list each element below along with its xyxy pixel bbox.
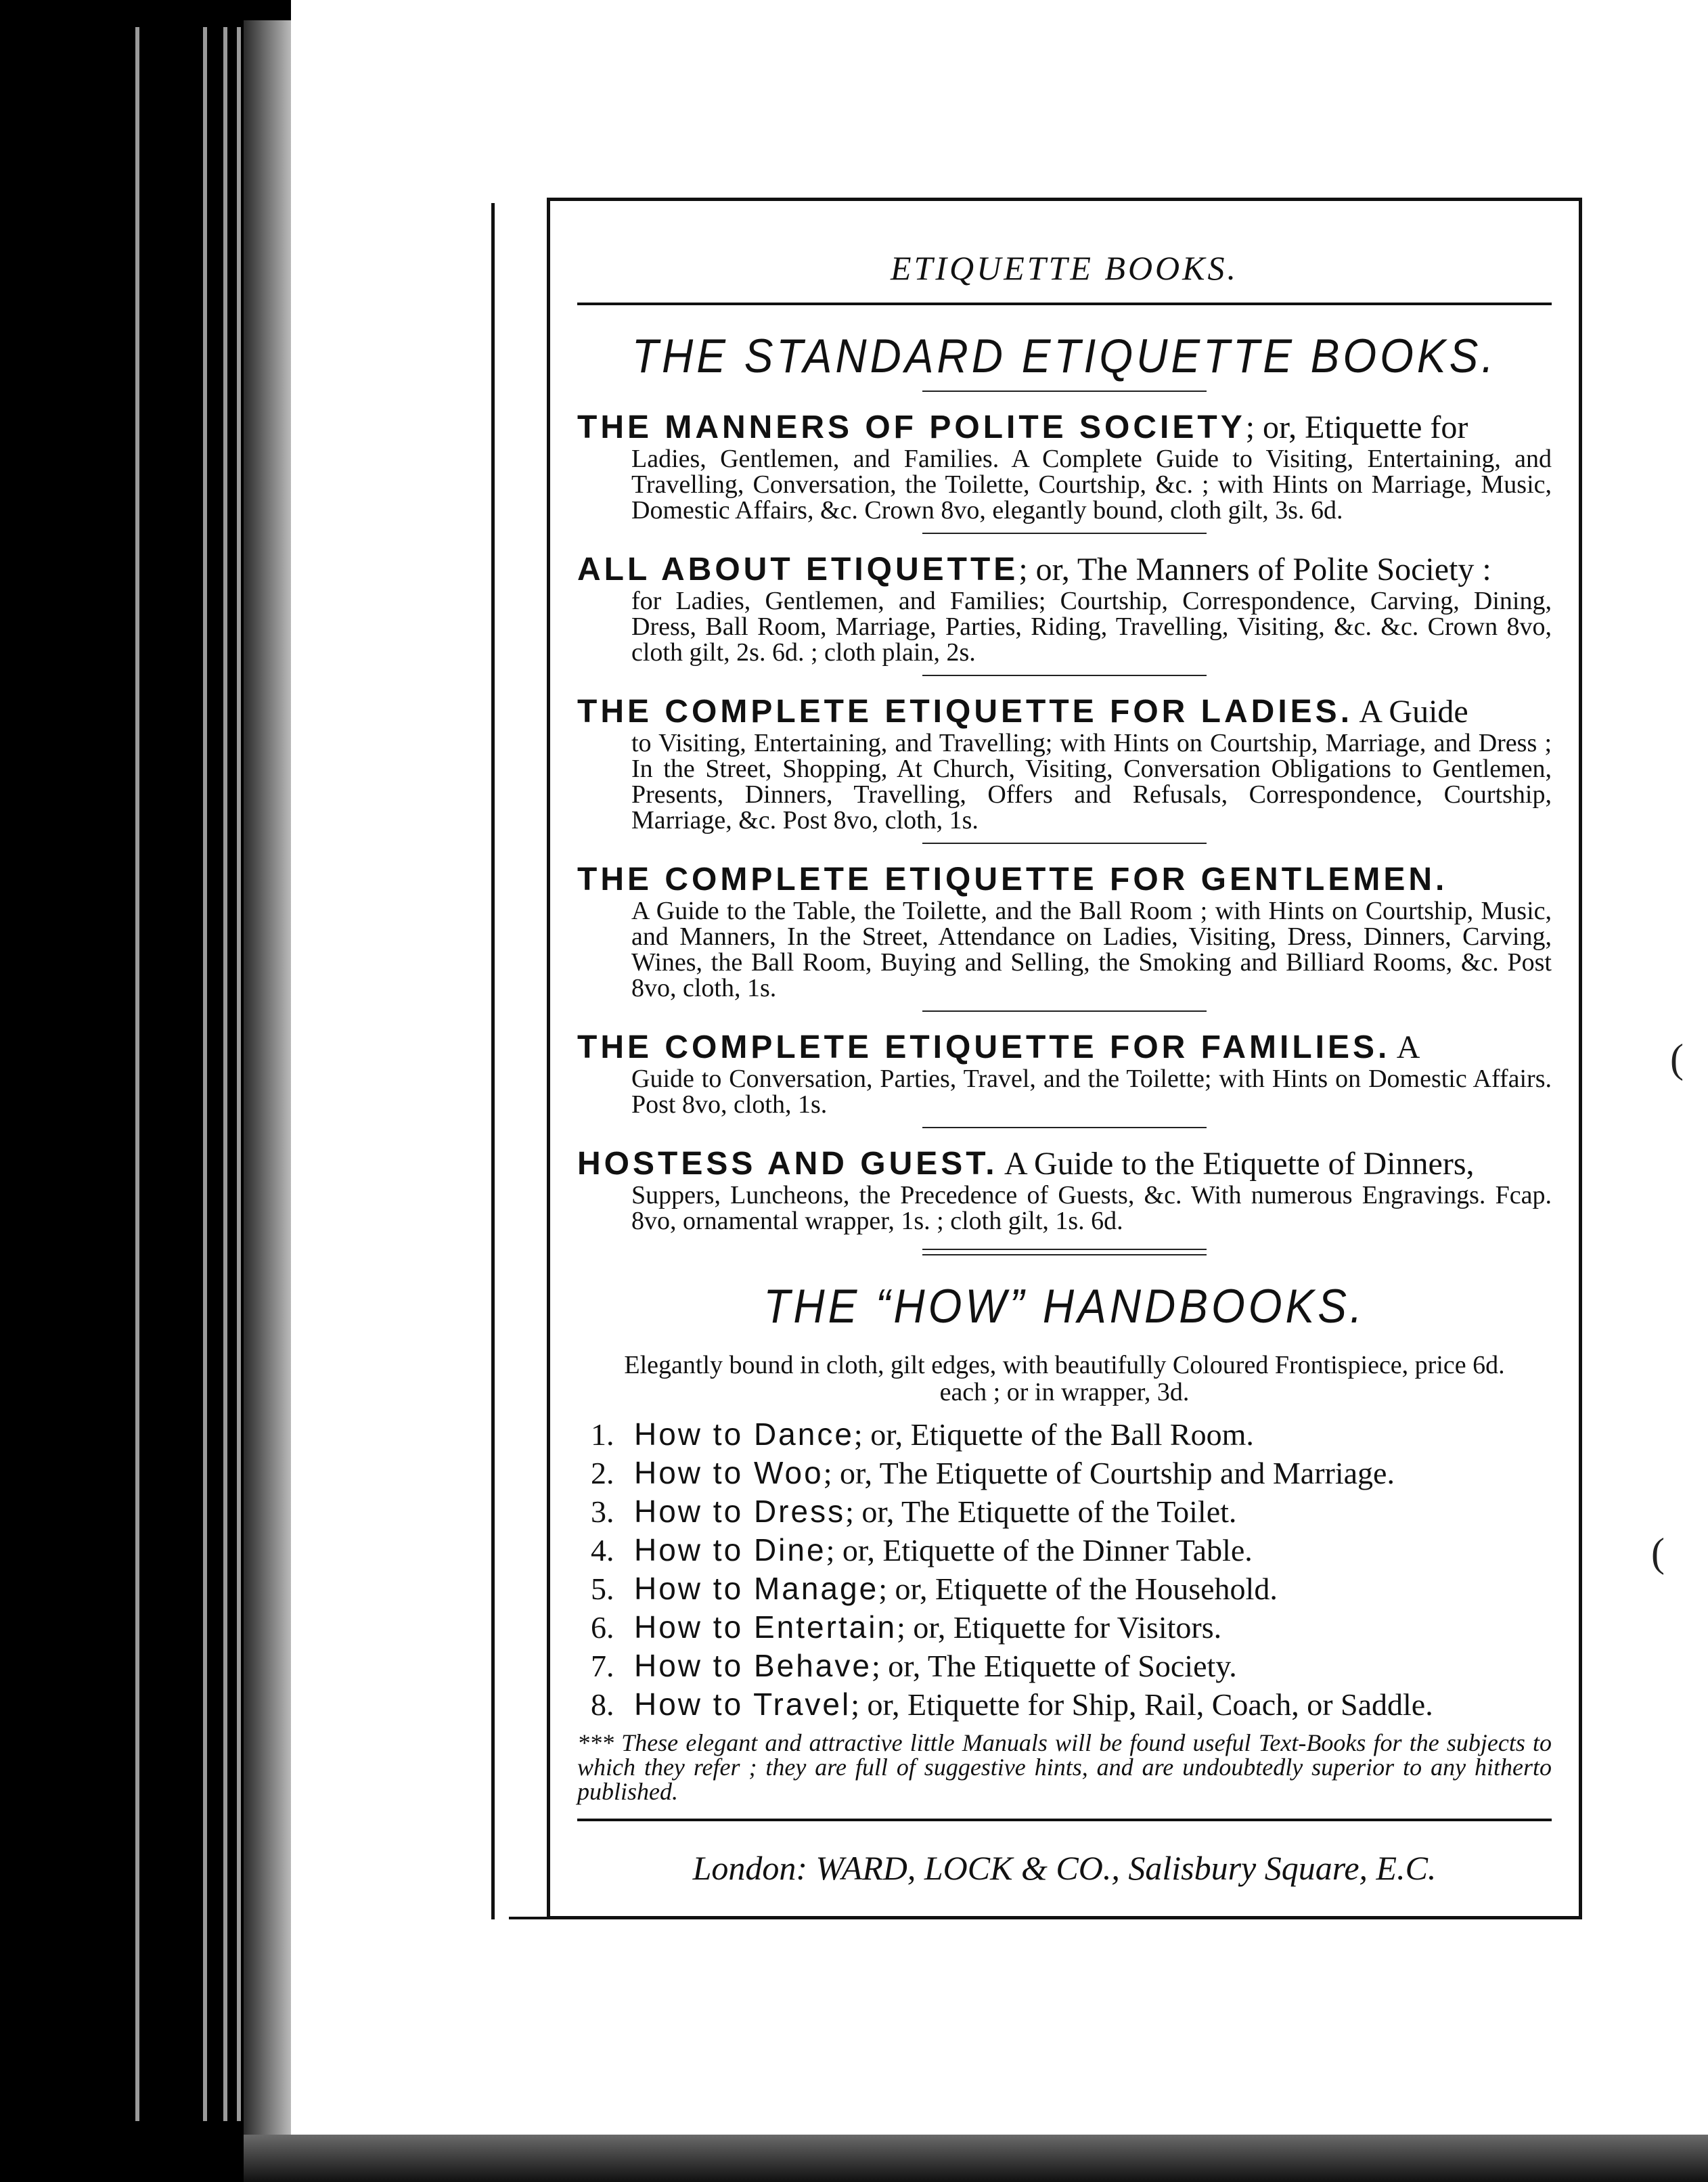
handbook-title: How to Manage xyxy=(634,1571,879,1606)
book-title: THE MANNERS OF POLITE SOCIETY xyxy=(577,409,1246,445)
handbook-title: How to Woo xyxy=(634,1455,824,1490)
list-item xyxy=(591,1569,1552,1608)
handbook-subtitle: ; or, Etiquette for Visitors. xyxy=(897,1610,1222,1645)
book-description: to Visiting, Entertaining, and Travelling; with Hints on Courtship, Marriage, and Dress ; In the Street, Shopping, At Church, Visiting, Conversation Obligations to Gentlemen, Presents, Dinners, Travelling, Offers and Refusals, Correspondence, Courtship, Marriage, &c. Post 8vo, cloth, 1s. xyxy=(631,729,1552,834)
list-item xyxy=(591,1647,1552,1685)
item-number: 2. xyxy=(591,1456,614,1490)
imprint-rule xyxy=(577,1819,1552,1821)
item-number: 3. xyxy=(591,1494,614,1529)
book-title: ALL ABOUT ETIQUETTE xyxy=(577,552,1019,587)
item-number: 6. xyxy=(591,1610,614,1645)
edge-mark: ( xyxy=(1670,1036,1684,1081)
book-entry xyxy=(577,862,1552,1001)
publisher-imprint: London: WARD, LOCK & CO., Salisbury Square, E.C. xyxy=(692,1849,1437,1887)
item-number: 8. xyxy=(591,1687,614,1722)
entry-divider xyxy=(922,533,1207,534)
section-double-rule xyxy=(922,1249,1207,1255)
book-title: THE COMPLETE ETIQUETTE FOR GENTLEMEN. xyxy=(577,862,1448,897)
book-entry xyxy=(577,552,1552,665)
handbook-title: How to Behave xyxy=(634,1648,872,1683)
edge-mark: ( xyxy=(1651,1530,1665,1575)
handbook-subtitle: ; or, The Etiquette of Courtship and Marriage. xyxy=(823,1456,1395,1490)
section-rule xyxy=(922,391,1207,392)
book-description: Suppers, Luncheons, the Precedence of Guests, &c. With numerous Engravings. Fcap. 8vo, ornamental wrapper, 1s. ; cloth gilt, 1s. 6d. xyxy=(631,1181,1552,1235)
frame-left-rule xyxy=(491,203,495,1919)
handbook-subtitle: ; or, The Etiquette of Society. xyxy=(871,1649,1237,1683)
entry-divider xyxy=(922,675,1207,676)
book-description: A Guide to the Table, the Toilette, and the Ball Room ; with Hints on Courtship, Music, and Manners, In the Street, Attendance on Ladies, Visiting, Dress, Dinners, Carving, Wines, the Ball Room, Buying and Selling, the Smoking and Billiard Rooms, &c. Post 8vo, cloth, 1s. xyxy=(631,897,1552,1002)
book-description: Ladies, Gentlemen, and Families. A Complete Guide to Visiting, Entertaining, and Travelling, Conversation, the Toilette, Courtship, &c. ; with Hints on Marriage, Music, Domestic Affairs, &c. Crown 8vo, elegantly bound, cloth gilt, 3s. 6d. xyxy=(631,445,1552,525)
handbooks-list xyxy=(577,1415,1552,1724)
book-description: Guide to Conversation, Parties, Travel, and the Toilette; with Hints on Domestic Affairs. Post 8vo, cloth, 1s. xyxy=(631,1065,1552,1119)
handbooks-intro: Elegantly bound in cloth, gilt edges, with beautifully Coloured Frontispiece, price 6d. each ; or in wrapper, 3d. xyxy=(624,1351,1505,1406)
book-description: for Ladies, Gentlemen, and Families; Courtship, Correspondence, Carving, Dining, Dress, Ball Room, Marriage, Parties, Riding, Travelling, Visiting, &c. &c. Crown 8vo, cloth gilt, 2s. 6d. ; cloth plain, 2s. xyxy=(631,587,1552,667)
page-edge xyxy=(223,27,227,2121)
item-number: 1. xyxy=(591,1417,614,1452)
handbook-title: How to Dance xyxy=(634,1417,854,1452)
book-subtitle: A Guide to the Etiquette of Dinners, xyxy=(997,1146,1475,1182)
handbook-title: How to Dress xyxy=(634,1494,846,1529)
page-edge xyxy=(237,27,241,2121)
page-edge xyxy=(203,27,207,2121)
entry-divider xyxy=(922,1010,1207,1012)
handbook-subtitle: ; or, Etiquette of the Household. xyxy=(878,1572,1278,1606)
item-number: 7. xyxy=(591,1649,614,1683)
list-item xyxy=(591,1492,1552,1531)
handbook-subtitle: ; or, Etiquette for Ship, Rail, Coach, or Saddle. xyxy=(851,1687,1433,1722)
list-item xyxy=(591,1685,1552,1724)
page-bottom-edge xyxy=(244,2135,1708,2182)
advertisement-frame xyxy=(547,198,1582,1919)
handbook-title: How to Entertain xyxy=(634,1609,897,1645)
handbook-subtitle: ; or, The Etiquette of the Toilet. xyxy=(845,1494,1237,1529)
book-entry xyxy=(577,694,1552,833)
book-entry xyxy=(577,409,1552,523)
book-subtitle: ; or, Etiquette for xyxy=(1245,409,1468,445)
handbooks-footnote: *** These elegant and attractive little Manuals will be found useful Text-Books for the subjects to which they refer ; they are full of suggestive hints, and are undoubtedly superior to any hitherto published. xyxy=(577,1729,1552,1805)
page-edge xyxy=(135,27,139,2121)
book-title: THE COMPLETE ETIQUETTE FOR LADIES. xyxy=(577,694,1353,730)
item-number: 5. xyxy=(591,1572,614,1606)
list-item xyxy=(591,1608,1552,1647)
handbook-title: How to Travel xyxy=(634,1687,851,1722)
entry-divider xyxy=(922,1127,1207,1128)
handbook-subtitle: ; or, Etiquette of the Dinner Table. xyxy=(826,1533,1253,1567)
handbook-title: How to Dine xyxy=(634,1532,826,1567)
book-title: HOSTESS AND GUEST. xyxy=(577,1146,998,1182)
standard-section-title: THE STANDARD ETIQUETTE BOOKS. xyxy=(631,329,1498,383)
list-item xyxy=(591,1454,1552,1492)
handbooks-section-title: THE “HOW” HANDBOOKS. xyxy=(763,1279,1366,1333)
book-subtitle: A xyxy=(1390,1029,1420,1065)
book-entry xyxy=(577,1029,1552,1117)
book-entry xyxy=(577,1146,1552,1234)
entry-divider xyxy=(922,843,1207,844)
header-rule xyxy=(577,303,1552,305)
item-number: 4. xyxy=(591,1533,614,1567)
page-gutter-shadow xyxy=(244,20,298,2145)
frame-bottom-rule xyxy=(509,1917,1537,1919)
book-subtitle: ; or, The Manners of Polite Society : xyxy=(1018,552,1491,587)
handbook-subtitle: ; or, Etiquette of the Ball Room. xyxy=(853,1417,1254,1452)
list-item xyxy=(591,1415,1552,1454)
list-item xyxy=(591,1531,1552,1569)
book-title: THE COMPLETE ETIQUETTE FOR FAMILIES. xyxy=(577,1029,1391,1065)
book-subtitle: A Guide xyxy=(1353,694,1468,730)
page-header-title: ETIQUETTE BOOKS. xyxy=(890,249,1239,287)
